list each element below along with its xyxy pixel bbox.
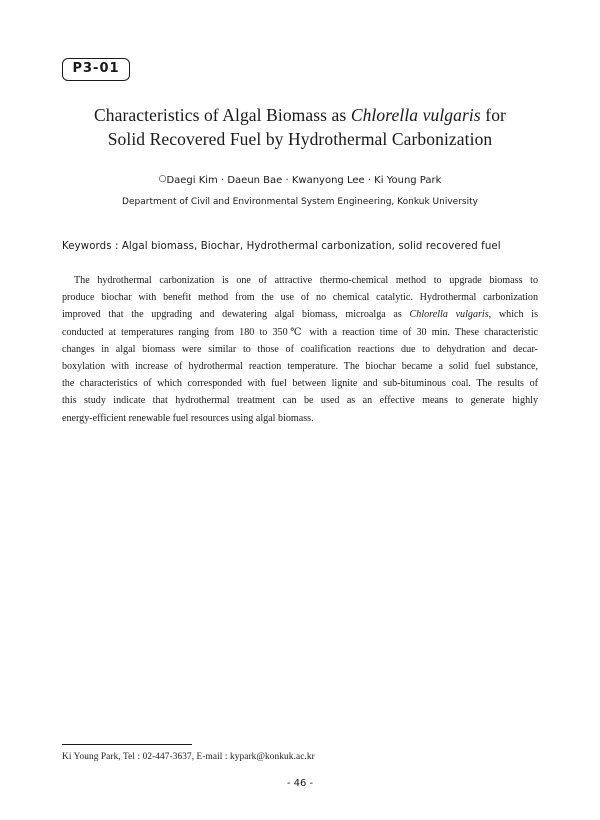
abstract-line: The hydrothermal carbonization is one of attractive thermo-chemical method to upgrade biomass to	[74, 275, 538, 286]
abstract-line: energy-efficient renewable fuel resources using algal biomass.	[62, 412, 314, 424]
abstract-line: conducted at temperatures ranging from 180 to 350℃ with a reaction time of 30 min. These characteristic	[62, 326, 538, 338]
paper-title-line-1	[60, 103, 540, 127]
abstract-body	[62, 272, 538, 427]
species-name: Chlorella vulgaris	[350, 105, 481, 125]
author-names: Daegi Kim · Daeun Bae · Kwanyong Lee · Ki Young Park	[166, 175, 442, 186]
footnote-divider	[62, 744, 192, 745]
abstract-line: the characteristics of which corresponded with fuel between lignite and sub-bituminous coal. The results of	[62, 378, 538, 390]
contact-footnote: Ki Young Park, Tel : 02-447-3637, E-mail : kypark@konkuk.ac.kr	[62, 752, 315, 762]
keywords: Keywords : Algal biomass, Biochar, Hydrothermal carbonization, solid recovered fuel	[62, 241, 501, 252]
affiliation: Department of Civil and Environmental System Engineering, Konkuk University	[122, 197, 478, 207]
abstract-line: this study indicate that hydrothermal treatment can be used as an effective means to generate highly	[62, 395, 538, 407]
paper-title-line-2: Solid Recovered Fuel by Hydrothermal Carbonization	[107, 129, 493, 149]
author-list	[60, 175, 540, 186]
title-text: Characteristics of Algal Biomass as	[94, 105, 351, 125]
species-name: Chlorella vulgaris,	[409, 309, 492, 321]
page-number: - 46 -	[286, 778, 314, 789]
abstract-line: produce biochar with benefit method from the use of no chemical catalytic. Hydrothermal carbonization	[62, 292, 538, 304]
abstract-line: changes in algal biomass were similar to those of coalification reactions due to dehydration and decar-	[62, 343, 538, 355]
presenter-marker-icon: ○	[158, 174, 167, 184]
abstract-text: which is	[491, 309, 538, 321]
abstract-line	[62, 306, 538, 323]
abstract-text: improved that the upgrading and dewatering algal biomass, microalga as	[62, 309, 410, 321]
title-text: for	[480, 105, 506, 125]
session-code-badge: P3-01	[62, 58, 130, 81]
abstract-line: boxylation with increase of hydrothermal reaction temperature. The biochar became a solid fuel substance,	[62, 361, 538, 373]
